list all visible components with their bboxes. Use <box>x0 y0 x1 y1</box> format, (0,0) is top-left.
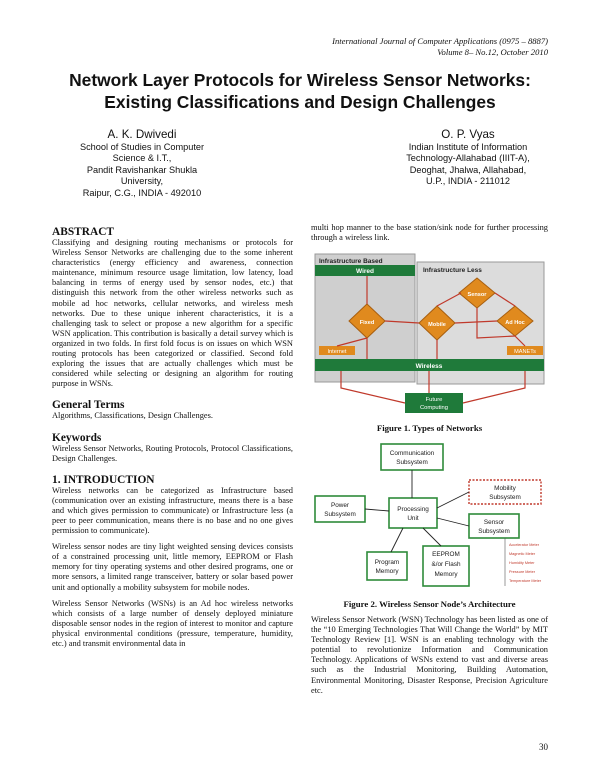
label-power: Power <box>330 502 350 509</box>
connector <box>365 509 389 511</box>
label-program-memory: Memory <box>375 568 399 575</box>
title-line-2: Existing Classifications and Design Challenges <box>104 92 496 112</box>
connector <box>391 528 403 552</box>
label-mobility: Mobility <box>494 485 516 492</box>
processing-unit-box <box>389 498 437 528</box>
label-communication: Communication <box>389 450 435 457</box>
meter-item: Accelerator Meter <box>509 543 539 547</box>
label-fixed: Fixed <box>359 320 375 326</box>
author-name: A. K. Dwivedi <box>107 128 177 141</box>
meter-item: Temperature Meter <box>509 579 542 583</box>
label-infra-less: Infrastructure Less <box>423 267 482 274</box>
author-affiliation-line: U.P., INDIA - 211012 <box>426 176 510 187</box>
label-mobility-subsystem: Subsystem <box>489 494 521 501</box>
figure-1-diagram <box>311 248 548 416</box>
author-affiliation-line: Raipur, C.G., INDIA - 492010 <box>82 187 202 198</box>
label-future: Future <box>425 397 443 403</box>
meter-item: Pressure Meter <box>509 570 535 574</box>
label-infra-based: Infrastructure Based <box>319 258 383 265</box>
author-affiliation-line: Technology-Allahabad (IIIT-A), <box>406 153 530 164</box>
journal-volume: Volume 8– No.12, October 2010 <box>437 47 548 57</box>
author-affiliation-line: Deoghat, Jhalwa, Allahabad, <box>409 164 527 175</box>
journal-header <box>332 36 548 58</box>
author-affiliation-line: University, <box>120 176 164 187</box>
figure-2-caption: Figure 2. Wireless Sensor Node’s Architecture <box>343 599 516 609</box>
label-sensor-subsystem-2: Subsystem <box>478 528 510 535</box>
label-sensor: Sensor <box>467 292 487 298</box>
meter-item: Magnetic Meter <box>509 552 536 556</box>
label-internet: Internet <box>327 349 347 355</box>
sensor-meter-list <box>505 538 542 586</box>
author-affiliation-line: School of Studies in Computer <box>79 142 205 152</box>
abstract-heading: ABSTRACT <box>52 226 115 238</box>
label-power-subsystem: Subsystem <box>324 511 356 518</box>
author-affiliation-line: Indian Institute of Information <box>408 142 528 152</box>
intro-paragraph-3: Wireless Sensor Networks (WSNs) is an Ad hoc wireless networks which consists of a large number of densely deployed miniature disposable sensor nodes in the region of interest to monitor and capture physical environmental conditions (pressure, temperature, humidity, etc.) and transmit environmental data in <box>52 598 293 648</box>
general-terms-heading: General Terms <box>52 399 125 412</box>
author-block-1 <box>52 128 232 199</box>
power-subsystem-box <box>315 496 365 522</box>
figure-2-diagram <box>311 440 548 592</box>
keywords-heading: Keywords <box>52 431 102 444</box>
intro-paragraph-1: Wireless networks can be categorized as Infrastructure based (communication over an existing infrastructure, means there is a base and which gives permission to communicate) or Infrastructure less (a peer to peer communication, means there is no base and no one gives permission to communicate). <box>52 485 293 536</box>
author-affiliation-line: Pandit Ravishankar Shukla <box>86 164 198 175</box>
label-wireless: Wireless <box>415 363 443 370</box>
keywords-text: Wireless Sensor Networks, Routing Protocols, Protocol Classifications, Design Challenges. <box>52 443 293 463</box>
page-number: 30 <box>539 742 548 752</box>
communication-subsystem-box <box>381 444 443 470</box>
label-eeprom-flash: &/or Flash <box>431 561 461 568</box>
journal-name: International Journal of Computer Applications (0975 – 8887) <box>332 36 548 46</box>
meter-item: Humidity Meter <box>509 561 535 565</box>
label-sensor-subsystem-1: Sensor <box>483 519 505 526</box>
connector <box>437 518 469 526</box>
label-mobile: Mobile <box>428 322 446 328</box>
label-manets: MANETs <box>514 349 536 355</box>
program-memory-box <box>367 552 407 580</box>
label-program: Program <box>374 559 400 566</box>
author-name: O. P. Vyas <box>441 128 495 141</box>
introduction-heading: 1. INTRODUCTION <box>52 473 155 486</box>
intro-paragraph-2: Wireless sensor nodes are tiny light weighted sensing devices consists of a constrained processing unit, little memory, EEPROM or Flash memory for tiny operating systems and other desired programs, one or more sensors, a limited range transceiver, battery or solar based power unit and optionally a mobility subsystem for mobile nodes. <box>52 542 293 592</box>
label-comm-subsystem: Subsystem <box>396 459 428 466</box>
label-wired: Wired <box>356 268 374 275</box>
author-block-2 <box>378 128 558 188</box>
label-processing-unit: Unit <box>407 515 419 522</box>
left-column <box>52 226 293 649</box>
label-processing: Processing <box>397 506 429 513</box>
author-affiliation-line: Science & I.T., <box>112 153 172 164</box>
label-eeprom: EEPROM <box>432 551 460 558</box>
title-line-1: Network Layer Protocols for Wireless Sensor Networks: <box>69 70 531 90</box>
connector <box>423 528 441 546</box>
general-terms-text: Algorithms, Classifications, Design Challenges. <box>52 411 213 421</box>
connector <box>437 492 469 508</box>
label-computing: Computing <box>419 405 449 411</box>
label-eeprom-memory: Memory <box>434 571 458 578</box>
figure-1-caption: Figure 1. Types of Networks <box>376 423 483 433</box>
abstract-text: Classifying and designing routing mechanisms or protocols for Wireless Sensor Networks are challenging due to the some inherent characteristics (energy efficiency and awareness, connection maintenance, minimum resource usage limitation, low latency, load balancing in terms of energy used by sensor nodes, etc.) that distinguish this network from the other wireless networks such as mobile ad hoc networks, cellular networks, and wireless mesh networks. Due to these unique inherent characteristics, it is a challenging task to select or propose a new algorithm for a specific WSN application. This contribution is basically a detail survey which is organized in two folds. In first fold focus is on issues on which WSN routing protocols has been categorized or classified. Second fold exploring the issues that are actually challenges which must be considered while selecting or designing an algorithm for routing purpose in WSNs. <box>52 238 293 389</box>
intro-paragraph-4: multi hop manner to the base station/sink node for further processing through a wireless link. <box>311 223 548 243</box>
paper-title <box>40 69 560 113</box>
intro-paragraph-5: Wireless Sensor Network (WSN) Technology has been listed as one of the “10 Emerging Technologies That Will Change the World” by MIT Technology Review [1]. WSN is an enabling technology with the potential to revolutionize Information and Communication Technology. Applications of WSNs extend to vast and diverse areas such as the Industrial Monitoring, Building Automation, Environmental Monitoring, Disaster Response, Precision Agriculture etc. <box>311 615 548 695</box>
label-adhoc: Ad Hoc <box>505 320 525 326</box>
